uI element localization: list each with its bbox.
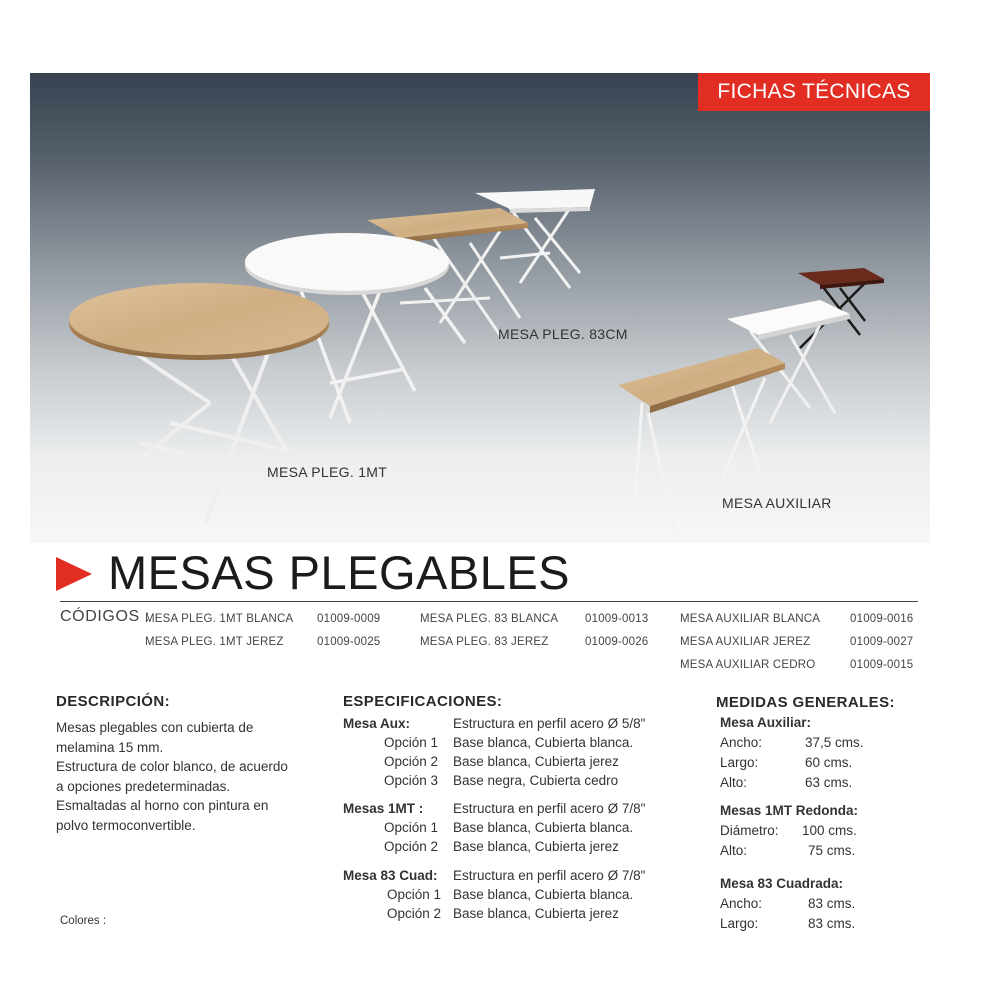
caption-mesa-auxiliar: MESA AUXILIAR xyxy=(722,495,832,511)
spec-option-text: Base blanca, Cubierta jerez xyxy=(453,839,619,854)
descripcion-line: polvo termoconvertible. xyxy=(56,817,196,833)
spec-option-label: Opción 2 xyxy=(384,839,439,854)
code-name: MESA PLEG. 83 BLANCA xyxy=(420,613,559,625)
medidas-heading: MEDIDAS GENERALES: xyxy=(716,694,895,711)
code-number: 01009-0016 xyxy=(850,613,914,625)
medidas-key: Ancho: xyxy=(720,896,763,911)
spec-option-text: Base blanca, Cubierta blanca. xyxy=(453,820,634,835)
medidas-value: 100 cms. xyxy=(802,823,857,838)
title-divider xyxy=(60,601,918,602)
spec-option-label: Opción 1 xyxy=(387,887,442,902)
colors-label: Colores : xyxy=(60,915,107,927)
medidas-value: 83 cms. xyxy=(808,896,856,911)
code-name: MESA PLEG. 1MT JEREZ xyxy=(145,636,284,648)
descripcion-line: a opciones predeterminadas. xyxy=(56,778,231,794)
spec-option-text: Base blanca, Cubierta blanca. xyxy=(453,887,634,902)
spec-structure: Estructura en perfil acero Ø 7/8" xyxy=(453,868,646,883)
spec-option-label: Opción 2 xyxy=(387,906,442,921)
spec-group-label: Mesas 1MT : xyxy=(343,801,424,816)
medidas-group-title: Mesas 1MT Redonda: xyxy=(720,803,859,818)
code-number: 01009-0026 xyxy=(585,636,649,648)
code-name: MESA PLEG. 1MT BLANCA xyxy=(145,613,294,625)
product-photo xyxy=(30,73,930,543)
spec-group-label: Mesa 83 Cuad: xyxy=(343,868,438,883)
spec-option-text: Base blanca, Cubierta jerez xyxy=(453,906,619,921)
medidas-value: 75 cms. xyxy=(808,843,856,858)
code-number: 01009-0009 xyxy=(317,613,381,625)
medidas-value: 60 cms. xyxy=(805,755,853,770)
spec-structure: Estructura en perfil acero Ø 5/8" xyxy=(453,716,646,731)
spec-option-text: Base negra, Cubierta cedro xyxy=(453,773,619,788)
code-number: 01009-0025 xyxy=(317,636,381,648)
medidas-value: 63 cms. xyxy=(805,775,853,790)
especificaciones-heading: ESPECIFICACIONES: xyxy=(343,693,503,710)
descripcion-line: melamina 15 mm. xyxy=(56,739,164,755)
spec-option-label: Opción 1 xyxy=(384,735,439,750)
code-name: MESA AUXILIAR JEREZ xyxy=(680,636,811,648)
medidas-value: 83 cms. xyxy=(808,916,856,931)
code-name: MESA AUXILIAR CEDRO xyxy=(680,659,816,671)
tables-illustration xyxy=(30,73,930,543)
spec-group-label: Mesa Aux: xyxy=(343,716,411,731)
medidas-key: Alto: xyxy=(720,775,748,790)
caption-mesa-pleg-1mt: MESA PLEG. 1MT xyxy=(267,464,388,480)
code-number: 01009-0015 xyxy=(850,659,914,671)
spec-option-label: Opción 3 xyxy=(384,773,439,788)
medidas-key: Diámetro: xyxy=(720,823,779,838)
medidas-value: 37,5 cms. xyxy=(805,735,864,750)
spec-option-text: Base blanca, Cubierta jerez xyxy=(453,754,619,769)
page-title: MESAS PLEGABLES xyxy=(108,546,571,599)
table-1mt-jerez xyxy=(69,283,329,523)
medidas-key: Alto: xyxy=(720,843,748,858)
spec-option-text: Base blanca, Cubierta blanca. xyxy=(453,735,634,750)
medidas-key: Ancho: xyxy=(720,735,763,750)
medidas-key: Largo: xyxy=(720,755,759,770)
code-number: 01009-0027 xyxy=(850,636,914,648)
descripcion-line: Mesas plegables con cubierta de xyxy=(56,720,254,735)
codes-label: CÓDIGOS : xyxy=(60,608,150,625)
table-83-white xyxy=(475,189,595,288)
spec-structure: Estructura en perfil acero Ø 7/8" xyxy=(453,801,646,816)
medidas-group-title: Mesa 83 Cuadrada: xyxy=(720,876,844,891)
medidas-group-title: Mesa Auxiliar: xyxy=(720,715,812,730)
medidas-key: Largo: xyxy=(720,916,759,931)
red-triangle-icon xyxy=(56,557,92,591)
code-name: MESA PLEG. 83 JEREZ xyxy=(420,636,549,648)
descripcion-line: Estructura de color blanco, de acuerdo xyxy=(56,759,288,774)
code-name: MESA AUXILIAR BLANCA xyxy=(680,613,821,625)
code-number: 01009-0013 xyxy=(585,613,649,625)
descripcion-heading: DESCRIPCIÓN: xyxy=(56,693,170,710)
spec-option-label: Opción 2 xyxy=(384,754,439,769)
spec-option-label: Opción 1 xyxy=(384,820,439,835)
descripcion-line: Esmaltadas al horno con pintura en xyxy=(56,798,269,813)
product-sheet xyxy=(30,73,930,943)
caption-mesa-pleg-83cm: MESA PLEG. 83CM xyxy=(498,326,628,342)
fichas-tecnicas-badge: FICHAS TÉCNICAS xyxy=(698,73,930,111)
descripcion-text xyxy=(56,718,346,835)
